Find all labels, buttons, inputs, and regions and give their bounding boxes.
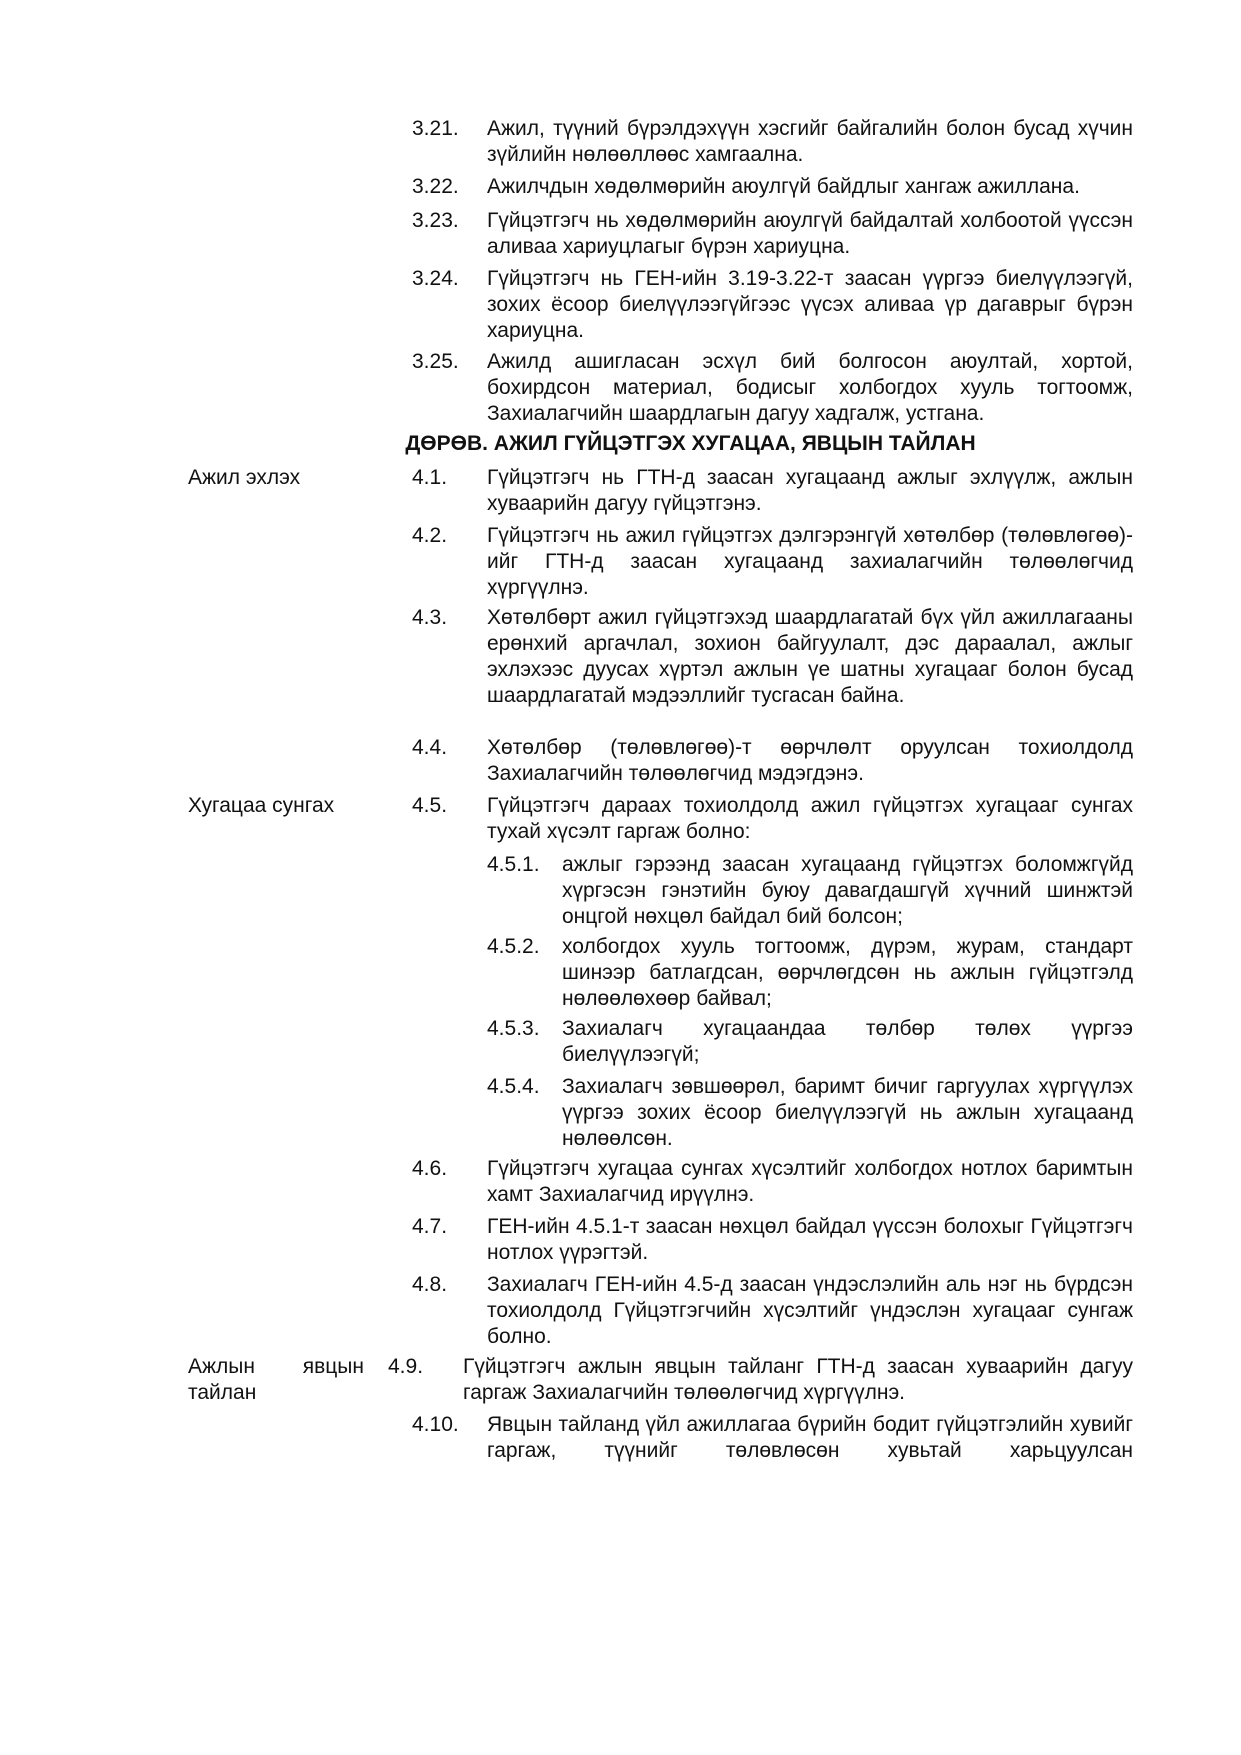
clause-4-1 [188, 465, 1133, 517]
clause-3-21 [188, 116, 1133, 168]
subclause-text: Захиалагч зөвшөөрөл, баримт бичиг гаргуулах хүргүүлэх үүргээ зохих ёсоор биелүүлээгүй нь ажлын хугацаанд нөлөөлсөн. [562, 1075, 1133, 1150]
clause-number: 3.24. [412, 267, 459, 290]
clause-text: Гүйцэтгэгч нь ГЕН-ийн 3.19-3.22-т заасан үүргээ биелүүлээгүй, зохих ёсоор биелүүлээгүйгээс үүсэх аливаа үр дагаврыг бүрэн хариуцна. [487, 267, 1133, 342]
clause-text: Гүйцэтгэгч дараах тохиолдолд ажил гүйцэтгэх хугацааг сунгах тухай хүсэлт гаргаж болно: [487, 794, 1133, 843]
clause-3-22 [188, 174, 1133, 200]
clause-text: ГЕН-ийн 4.5.1-т заасан нөхцөл байдал үүссэн болохыг Гүйцэтгэгч нотлох үүрэгтэй. [487, 1215, 1133, 1264]
side-label-empty [188, 174, 388, 200]
section-heading: ДӨРӨВ. АЖИЛ ГҮЙЦЭТГЭХ ХУГАЦАА, ЯВЦЫН ТАЙЛАН [405, 432, 976, 455]
clause-3-24 [188, 266, 1133, 344]
clause-text: Гүйцэтгэгч ажлын явцын тайланг ГТН-д заасан хуваарийн дагуу гаргаж Захиалагчийн төлөөлөгчид хүргүүлнэ. [463, 1355, 1133, 1404]
clause-4-4 [188, 735, 1133, 787]
side-label-extend-deadline: Хугацаа сунгах [188, 794, 335, 817]
clause-text: Хөтөлбөрт ажил гүйцэтгэхэд шаардлагатай бүх үйл ажиллагааны ерөнхий аргачлал, зохион байгуулалт, дэс дараалал, ажлыг эхлэхээс дуусах хүртэл ажлын үе шатны хугацааг болон бусад шаардлагатай мэдээллийг тусгасан байна. [487, 606, 1133, 707]
clause-number: 4.5. [412, 794, 448, 817]
clause-number: 3.22. [412, 175, 459, 198]
side-label-work-start: Ажил эхлэх [188, 466, 301, 489]
clause-text: Ажилд ашигласан эсхүл бий болгосон аюултай, хортой, бохирдсон материал, бодисыг холбогдох хууль тогтоомж, Захиалагчийн шаардлагын дагуу хадгалж, устгана. [487, 350, 1133, 425]
clause-4-8 [188, 1272, 1133, 1350]
clause-text: Гүйцэтгэгч нь хөдөлмөрийн аюулгүй байдалтай холбоотой үүссэн аливаа хариуцлагыг бүрэн хариуцна. [487, 209, 1133, 258]
clause-number: 4.3. [412, 606, 448, 629]
clause-number: 4.10. [412, 1413, 459, 1436]
clause-number: 4.4. [412, 736, 448, 759]
clause-4-5 [188, 793, 1133, 845]
clause-text: Гүйцэтгэгч нь ажил гүйцэтгэх дэлгэрэнгүй хөтөлбөр (төлөвлөгөө)-ийг ГТН-д заасан хугацаанд захиалагчийн төлөөлөгчид хүргүүлнэ. [487, 524, 1133, 599]
side-label-empty [188, 1272, 388, 1350]
clause-text: Хөтөлбөр (төлөвлөгөө)-т өөрчлөлт оруулсан тохиолдолд Захиалагчийн төлөөлөгчид мэдэгдэнэ. [487, 736, 1133, 785]
clause-number: 4.6. [412, 1157, 448, 1180]
clause-text: Ажилчдын хөдөлмөрийн аюулгүй байдлыг хангаж ажиллана. [487, 175, 1080, 198]
clause-3-23 [188, 208, 1133, 260]
side-label-empty [188, 1156, 388, 1208]
clause-4-2 [188, 523, 1133, 601]
subclause-4-5-1 [487, 852, 1133, 930]
clause-number: 4.7. [412, 1215, 448, 1238]
side-label-empty [188, 523, 388, 601]
side-label-progress-report: Ажлын явцын тайлан [188, 1355, 364, 1404]
clause-number: 4.1. [412, 466, 448, 489]
clause-4-6 [188, 1156, 1133, 1208]
subclause-text: ажлыг гэрээнд заасан хугацаанд гүйцэтгэх боломжгүйд хүргэсэн гэнэтийн буюу давагдашгүй хүчний шинжтэй онцгой нөхцөл байдал бий болсон; [562, 853, 1133, 928]
subclause-number: 4.5.2. [487, 935, 540, 958]
clause-number: 4.8. [412, 1273, 448, 1296]
side-label-empty [188, 208, 388, 260]
subclause-number: 4.5.4. [487, 1075, 540, 1098]
subclause-number: 4.5.1. [487, 853, 540, 876]
clause-text: Ажил, түүний бүрэлдэхүүн хэсгийг байгалийн болон бусад хүчин зүйлийн нөлөөллөөс хамгаална. [487, 117, 1133, 166]
clause-4-9 [188, 1354, 1133, 1406]
side-label-empty [188, 605, 388, 709]
clause-number: 3.21. [412, 117, 459, 140]
clause-number: 4.9. [388, 1355, 424, 1378]
clause-number: 3.25. [412, 350, 459, 373]
subclause-4-5-3 [487, 1016, 1133, 1068]
subclause-text: Захиалагч хугацаандаа төлбөр төлөх үүргээ биелүүлээгүй; [562, 1017, 1133, 1066]
side-label-empty [188, 116, 388, 168]
subclause-4-5-2 [487, 934, 1133, 1012]
clause-text: Захиалагч ГЕН-ийн 4.5-д заасан үндэслэлийн аль нэг нь бүрдсэн тохиолдолд Гүйцэтгэгчийн хүсэлтийг үндэслэн хугацааг сунгаж болно. [487, 1273, 1133, 1348]
clause-text: Гүйцэтгэгч нь ГТН-д заасан хугацаанд ажлыг эхлүүлж, ажлын хуваарийн дагуу гүйцэтгэнэ. [487, 466, 1133, 515]
clause-number: 3.23. [412, 209, 459, 232]
clause-4-10 [188, 1412, 1133, 1464]
subclause-4-5-4 [487, 1074, 1133, 1152]
subclause-text: холбогдох хууль тогтоомж, дүрэм, журам, стандарт шинээр батлагдсан, өөрчлөгдсөн нь ажлын гүйцэтгэлд нөлөөлөхөөр байвал; [562, 935, 1133, 1010]
clause-number: 4.2. [412, 524, 448, 547]
side-label-empty [188, 266, 388, 344]
clause-4-7 [188, 1214, 1133, 1266]
subclause-number: 4.5.3. [487, 1017, 540, 1040]
clause-4-3 [188, 605, 1133, 709]
side-label-empty [188, 735, 388, 787]
side-label-empty [188, 1412, 388, 1464]
side-label-empty [188, 1214, 388, 1266]
clause-text: Гүйцэтгэгч хугацаа сунгах хүсэлтийг холбогдох нотлох баримтын хамт Захиалагчид ирүүлнэ. [487, 1157, 1133, 1206]
side-label-empty [188, 349, 388, 427]
clause-text: Явцын тайланд үйл ажиллагаа бүрийн бодит гүйцэтгэлийн хувийг гаргаж, түүнийг төлөвлөсөн хувьтай харьцуулсан [487, 1413, 1133, 1462]
clause-3-25 [188, 349, 1133, 427]
